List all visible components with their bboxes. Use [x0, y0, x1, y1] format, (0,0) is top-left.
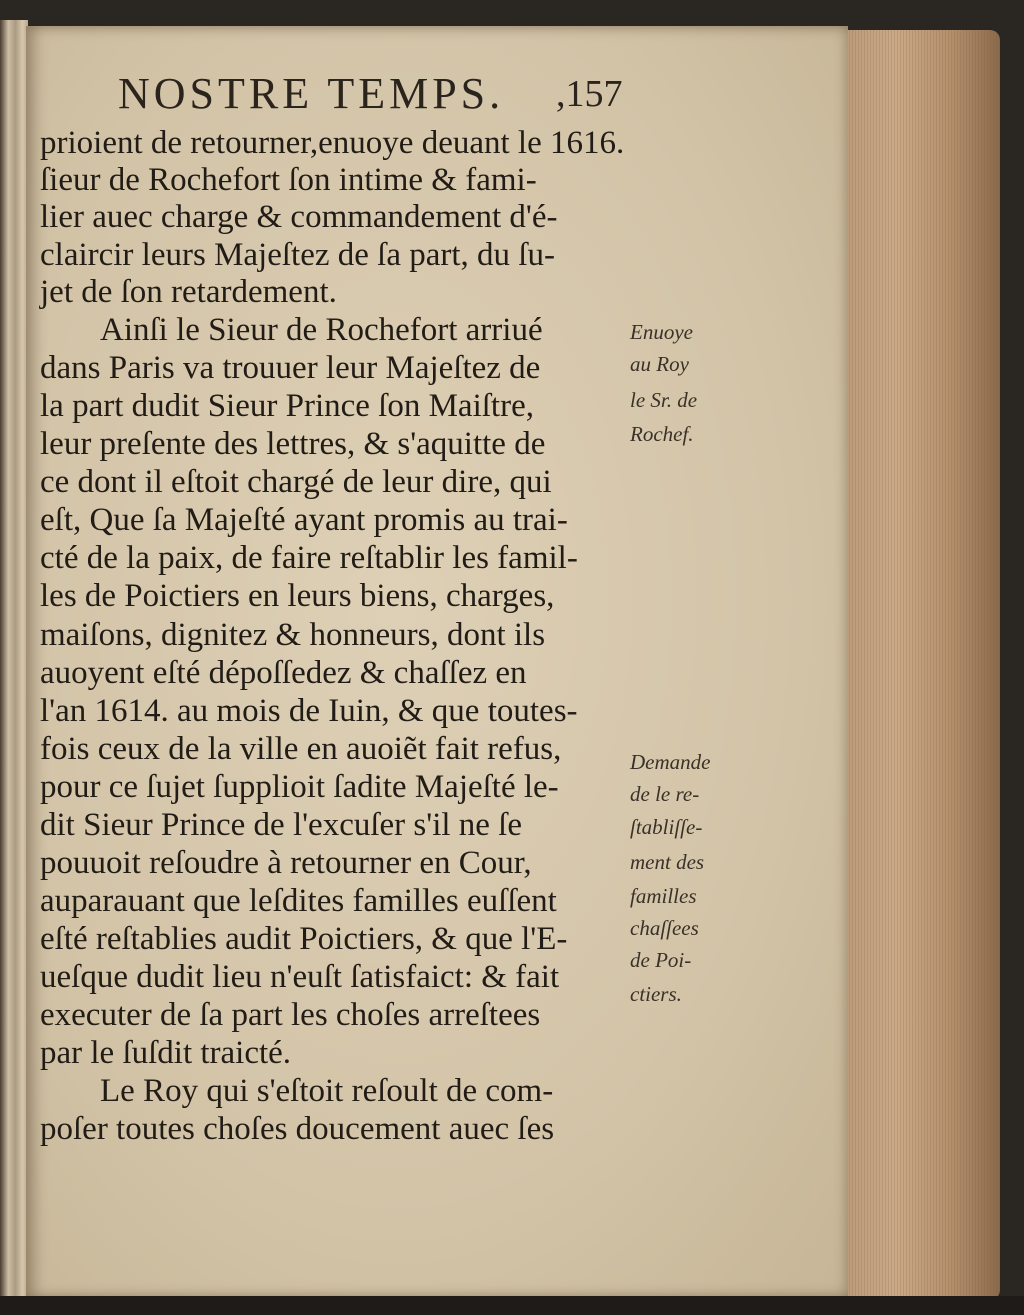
margin-note: le Sr. de [630, 388, 698, 412]
text-line: auoyent eſté dépoſſedez & chaſſez en [40, 655, 527, 691]
margin-note: familles [630, 884, 697, 908]
text-line: lier auec charge & commandement d'é- [40, 199, 558, 235]
page-number: ,157 [556, 73, 623, 115]
text-line: executer de ſa part les choſes arreſtees [40, 997, 541, 1033]
margin-note: chaſſees [630, 916, 699, 940]
text-line: Le Roy qui s'eſtoit reſoult de com- [100, 1073, 554, 1109]
margin-note: de Poi- [630, 948, 692, 972]
margin-note: ctiers. [630, 982, 682, 1006]
text-line: dans Paris va trouuer leur Majeſtez de [40, 350, 541, 386]
scan-background-bottom [0, 1296, 1024, 1315]
book-fore-edge [840, 30, 1000, 1300]
margin-note: ment des [630, 850, 705, 874]
text-line: pour ce ſujet ſupplioit ſadite Majeſté le- [40, 769, 559, 805]
text-line: fois ceux de la ville en auoiẽt fait refus, [40, 731, 562, 767]
text-line: maiſons, dignitez & honneurs, dont ils [40, 617, 546, 653]
text-line: la part dudit Sieur Prince ſon Maiſtre, [40, 388, 534, 424]
text-line: eſt, Que ſa Majeſté ayant promis au trai- [40, 502, 568, 538]
text-line: dit Sieur Prince de l'excuſer s'il ne ſe [40, 807, 522, 843]
margin-note: Enuoye [630, 320, 693, 344]
text-line: auparauant que leſdites familles euſſent [40, 883, 557, 919]
text-line: eſté reſtablies audit Poictiers, & que l'E- [40, 921, 568, 957]
text-line: ſieur de Rochefort ſon intime & fami- [40, 162, 537, 198]
text-line: pouuoit reſoudre à retourner en Cour, [40, 845, 532, 881]
text-line: leur preſente des lettres, & s'aquitte de [40, 426, 546, 462]
left-page-edges [0, 20, 28, 1310]
margin-note: Rochef. [630, 422, 694, 446]
text-line: cté de la paix, de faire reſtablir les famil- [40, 540, 578, 576]
text-line: les de Poictiers en leurs biens, charges, [40, 578, 555, 614]
text-line: ce dont il eſtoit chargé de leur dire, qui [40, 464, 552, 500]
running-head: NOSTRE TEMPS. [118, 69, 505, 118]
margin-note: au Roy [630, 352, 689, 376]
margin-note: de le re- [630, 782, 700, 806]
text-line: Ainſi le Sieur de Rochefort arriué [100, 312, 543, 348]
text-line: poſer toutes choſes doucement auec ſes [40, 1111, 555, 1147]
text-line: claircir leurs Majeſtez de ſa part, du ſu- [40, 237, 555, 273]
margin-note: Demande [630, 750, 711, 774]
text-line: l'an 1614. au mois de Iuin, & que toutes- [40, 693, 578, 729]
text-line: jet de ſon retardement. [40, 274, 337, 310]
text-line: par le ſuſdit traicté. [40, 1035, 292, 1071]
text-line: ueſque dudit lieu n'euſt ſatisfaict: & fait [40, 959, 560, 995]
margin-note: ſtabliſſe- [630, 815, 703, 839]
text-line: prioient de retourner,enuoye deuant le 1616. [40, 125, 625, 161]
